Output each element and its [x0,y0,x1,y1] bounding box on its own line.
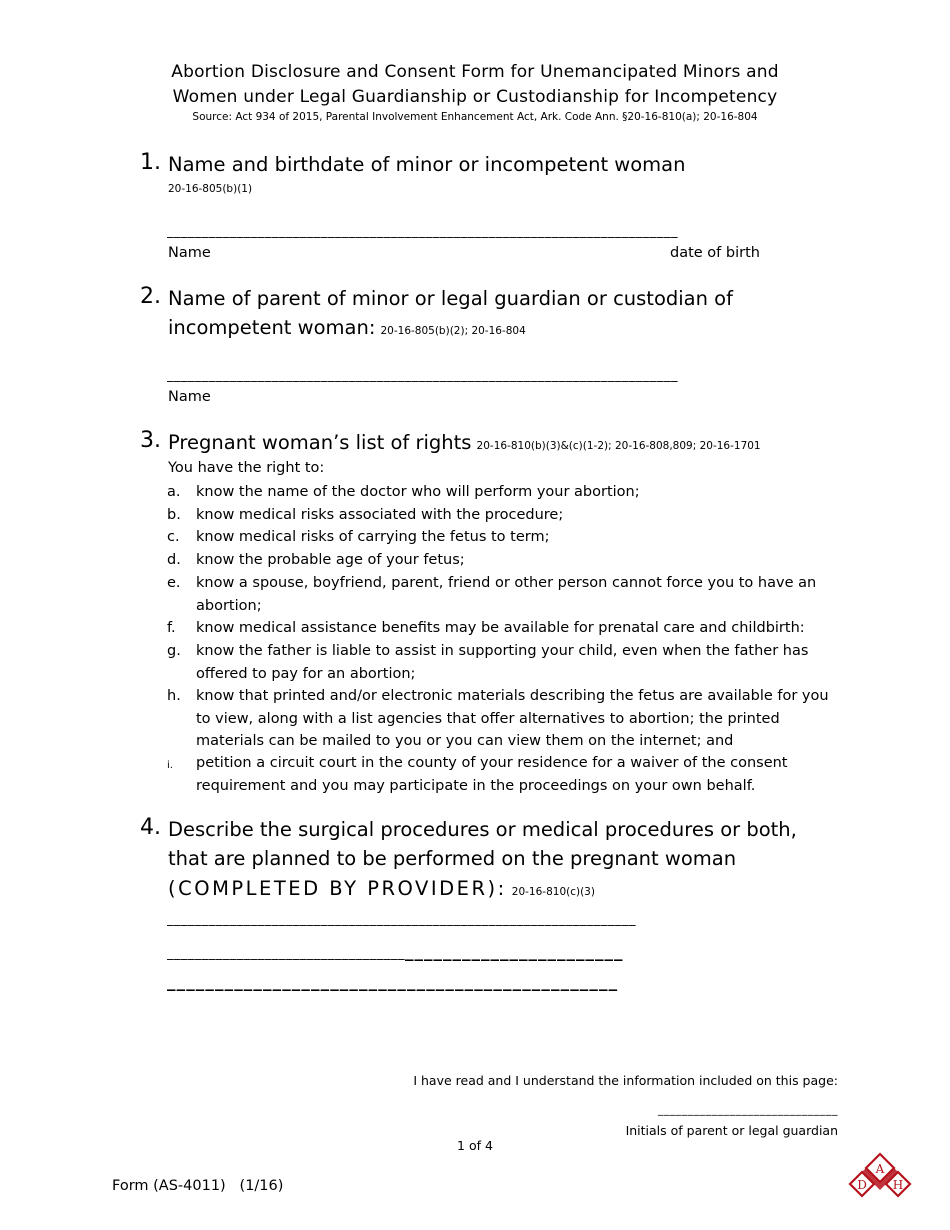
adh-logo-mark [840,1152,920,1206]
section-4-heading-line-3-row [168,874,595,903]
section-2-heading-line-2: incompetent woman: [168,316,376,339]
procedure-line-1[interactable]: ___________________________________________________________________ [167,912,636,927]
page-number: 1 of 4 [457,1138,493,1153]
procedure-line-2[interactable] [167,942,831,962]
section-2-citation: 20-16-805(b)(2); 20-16-804 [380,325,526,337]
section-1-heading: Name and birthdate of minor or incompetent woman [168,153,686,176]
procedure-line-3[interactable]: _______________________________________________ [167,972,619,992]
rights-list-item [167,685,847,753]
rights-list-item [167,526,847,549]
rights-item-letter: b. [167,507,181,523]
rights-item-text: know the probable age of your fetus; [196,552,465,568]
form-title-line-1: Abortion Disclosure and Consent Form for Unemancipated Minors and [171,62,779,82]
rights-item-letter: i. [167,760,173,771]
minor-dob-label: date of birth [670,245,760,261]
section-2-heading-line-1: Name of parent of minor or legal guardian or custodian of [168,287,733,310]
rights-item-text: know medical risks of carrying the fetus to term; [196,529,550,545]
initials-label: Initials of parent or legal guardian [625,1123,838,1138]
rights-intro: You have the right to: [168,460,325,476]
form-id: Form (AS-4011) (1/16) [112,1178,284,1194]
section-2-number: 2. [140,284,161,309]
minor-name-label: Name [168,245,211,261]
rights-list-item [167,640,847,685]
rights-item-text: know medical risks associated with the procedure; [196,507,564,523]
adh-logo [840,1152,920,1206]
rights-item-letter: a. [167,484,181,500]
form-source: Source: Act 934 of 2015, Parental Involvement Enhancement Act, Ark. Code Ann. §20-16-810(a); 20-16-804 [192,111,758,123]
section-4-citation: 20-16-810(c)(3) [511,886,595,898]
rights-item-letter: c. [167,529,180,545]
logo-letter-d: D [857,1178,867,1192]
section-2-heading-line-2-row [168,313,526,342]
rights-item-text: petition a circuit court in the county of your residence for a waiver of the consent requirement and you may participate in the proceedings on your own behalf. [196,755,788,794]
rights-list-item [167,549,847,572]
section-1-citation: 20-16-805(b)(1) [168,183,253,195]
form-title-line-2: Women under Legal Guardianship or Custodianship for Incompetency [172,87,778,107]
rights-list-item [167,752,847,797]
section-1-number: 1. [140,150,161,175]
procedure-line-2-part-b: _______________________ [405,942,624,962]
rights-item-letter: f. [167,620,176,636]
initials-line[interactable]: ______________________________ [658,1103,838,1116]
rights-list-item [167,572,847,617]
section-4-number: 4. [140,815,161,840]
acknowledgement-text: I have read and I understand the information included on this page: [413,1073,838,1088]
rights-item-letter: e. [167,575,181,591]
rights-item-text: know medical assistance benefits may be available for prenatal care and childbirth: [196,620,805,636]
rights-list-item [167,617,847,640]
rights-item-text: know that printed and/or electronic materials describing the fetus are available for you to view, along with a list agencies that offer alternatives to abortion; the printed materials can be mailed to you or you can view them on the internet; and [196,688,829,749]
section-3-citation: 20-16-810(b)(3)&(c)(1-2); 20-16-808,809; 20-16-1701 [476,440,761,452]
logo-letter-h: H [892,1178,904,1192]
section-4-completed-by-provider: (COMPLETED BY PROVIDER): [168,877,507,900]
rights-list-item [167,504,847,527]
section-3-heading-row [168,428,761,457]
section-4-heading-line-2: that are planned to be performed on the pregnant woman [168,847,737,870]
section-3-heading: Pregnant woman’s list of rights [168,431,472,454]
rights-item-text: know the father is liable to assist in supporting your child, even when the father has offered to pay for an abortion; [196,643,809,682]
rights-item-text: know the name of the doctor who will perform your abortion; [196,484,640,500]
rights-item-letter: g. [167,643,181,659]
parent-name-line[interactable]: _________________________________________________________________________ [167,368,678,383]
procedure-line-2-part-a: __________________________________ [167,946,405,961]
section-3-number: 3. [140,428,161,453]
logo-letter-a: A [875,1162,885,1176]
rights-item-text: know a spouse, boyfriend, parent, friend or other person cannot force you to have an abortion; [196,575,817,614]
parent-name-label: Name [168,389,211,405]
rights-item-letter: h. [167,688,181,704]
rights-list-item [167,481,847,504]
minor-name-dob-line[interactable]: _________________________________________________________________________ [167,224,678,239]
section-4-heading-line-1: Describe the surgical procedures or medical procedures or both, [168,818,797,841]
rights-item-letter: d. [167,552,181,568]
